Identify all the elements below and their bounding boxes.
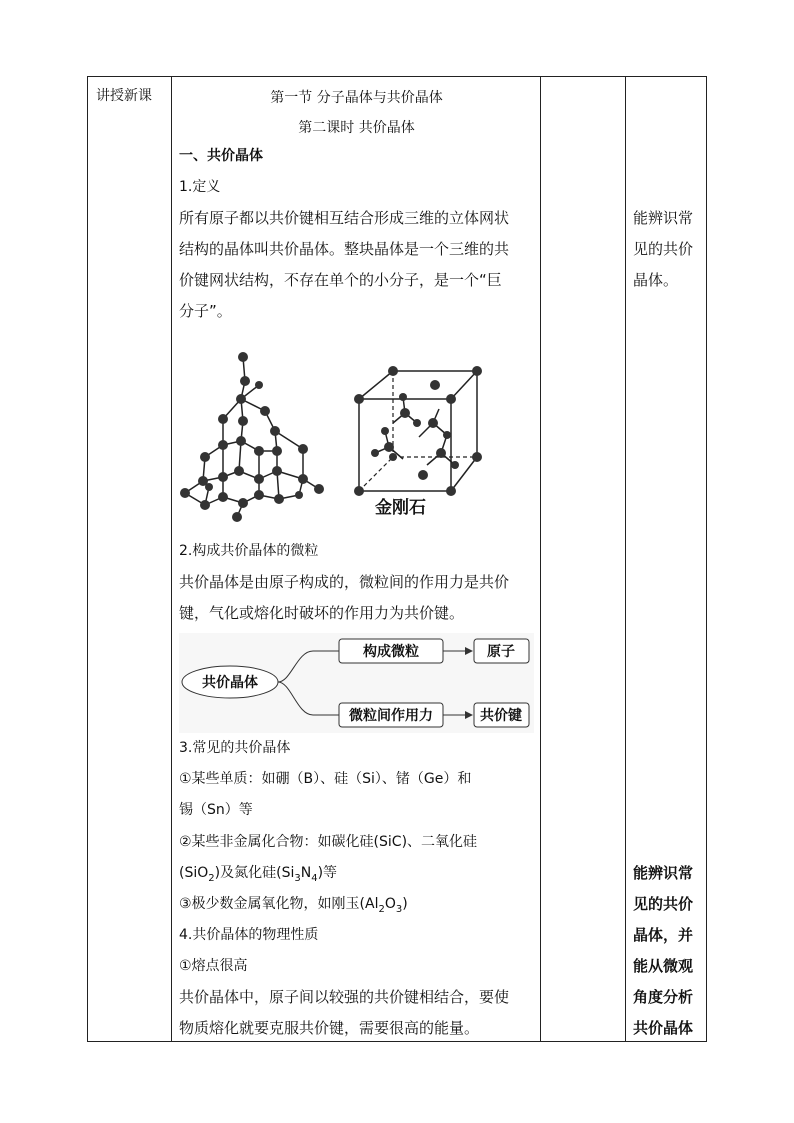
common-item-1a: ①某些单质：如硼（B）、硅（Si）、锗（Ge）和	[179, 771, 472, 787]
definition-line-4: 分子”。	[179, 302, 232, 320]
lesson-table	[87, 76, 707, 1042]
objective-note-2-line: 能辨识常	[633, 864, 694, 882]
objective-note-2-line: 共价晶体	[633, 1019, 694, 1037]
unit-cell-edges	[359, 371, 477, 491]
physical-line-2: 物质熔化就要克服共价键，需要很高的能量。	[179, 1019, 480, 1037]
diamond-structure-figure	[179, 339, 489, 524]
flow-bottom-value: 共价键	[480, 708, 522, 724]
flow-bottom-label: 微粒间作用力	[349, 708, 433, 724]
heading-physical: 4.共价晶体的物理性质	[179, 927, 319, 943]
physical-line-1: 共价晶体中，原子间以较强的共价键相结合，要使	[179, 988, 510, 1006]
common-item-2b: (SiO$_2$)及氮化硅$(Si_3N_4)$等	[179, 865, 338, 884]
lesson-subtitle: 第二课时 共价晶体	[298, 120, 415, 136]
objective-note-1-line: 见的共价	[633, 240, 694, 258]
definition-line-2: 结构的晶体叫共价晶体。整块晶体是一个三维的共	[179, 240, 510, 258]
particle-flow-diagram	[179, 633, 534, 733]
tetrahedral-network-atoms	[180, 352, 324, 522]
common-item-3: ③极少数金属氧化物，如刚玉$(Al_2O_3)$	[179, 896, 408, 915]
heading-covalent-crystal: 一、共价晶体	[179, 148, 263, 164]
heading-particles: 2.构成共价晶体的微粒	[179, 543, 319, 559]
section-label: 讲授新课	[96, 88, 152, 104]
heading-common: 3.常见的共价晶体	[179, 740, 291, 756]
definition-line-3: 价键网状结构，不存在单个的小分子，是一个“巨	[179, 271, 502, 289]
objective-note-1-line: 晶体。	[633, 271, 679, 289]
column-divider-1	[171, 77, 172, 1041]
common-item-2a: ②某些非金属化合物：如碳化硅(SiC)、二氧化硅	[179, 834, 478, 850]
column-divider-3	[625, 77, 626, 1041]
objective-note-2-line: 角度分析	[633, 988, 694, 1006]
column-divider-2	[540, 77, 541, 1041]
lesson-title: 第一节 分子晶体与共价晶体	[270, 90, 443, 106]
flow-root-text: 共价晶体	[202, 675, 258, 691]
objective-note-2	[633, 858, 705, 1044]
particles-line-1: 共价晶体是由原子构成的，微粒间的作用力是共价	[179, 573, 510, 591]
heading-definition: 1.定义	[179, 179, 221, 195]
objective-note-1	[633, 203, 705, 296]
objective-note-2-line: 见的共价	[633, 895, 694, 913]
flow-top-value: 原子	[487, 644, 515, 660]
flow-top-label: 构成微粒	[363, 644, 419, 660]
common-item-1b: 锡（Sn）等	[179, 802, 253, 818]
objective-note-1-line: 能辨识常	[633, 209, 694, 227]
particles-line-2: 键，气化或熔化时破坏的作用力为共价键。	[179, 604, 465, 622]
objective-note-2-line: 晶体，并	[633, 926, 694, 944]
physical-item-1: ①熔点很高	[179, 958, 248, 974]
definition-line-1: 所有原子都以共价键相互结合形成三维的立体网状	[179, 209, 510, 227]
objective-note-2-line: 能从微观	[633, 957, 694, 975]
figure-caption: 金刚石	[375, 498, 426, 518]
